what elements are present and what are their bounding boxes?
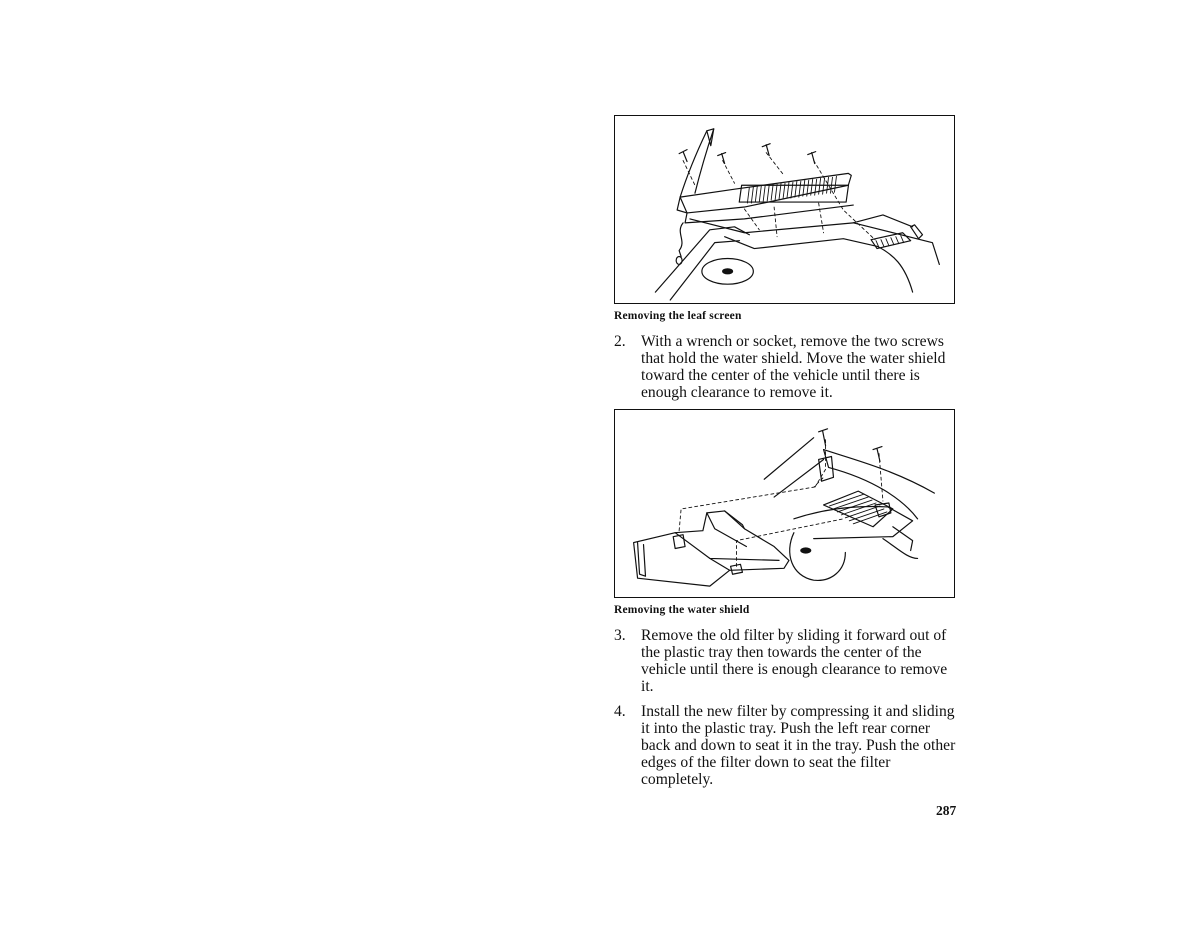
water-shield-caption: Removing the water shield <box>614 604 750 616</box>
step-3 <box>614 627 959 695</box>
step-number: 4. <box>614 703 626 720</box>
page-number: 287 <box>936 803 957 818</box>
step-text: Install the new filter by compressing it and sliding it into the plastic tray. Push the left rear corner back and down to seat it in the tray. Push the other edges of the filter down to seat the filter completely. <box>641 703 956 788</box>
leaf-screen-illustration <box>614 115 955 304</box>
step-text: Remove the old filter by sliding it forward out of the plastic tray then towards the center of the vehicle until there is enough clearance to remove it. <box>641 627 948 695</box>
step-text: With a wrench or socket, remove the two screws that hold the water shield. Move the water shield toward the center of the vehicle until there is enough clearance to remove it. <box>641 333 946 401</box>
step-2 <box>614 333 959 401</box>
step-4 <box>614 703 959 788</box>
leaf-screen-caption: Removing the leaf screen <box>614 310 742 322</box>
water-shield-illustration <box>614 409 955 598</box>
step-number: 2. <box>614 333 626 350</box>
step-number: 3. <box>614 627 626 644</box>
